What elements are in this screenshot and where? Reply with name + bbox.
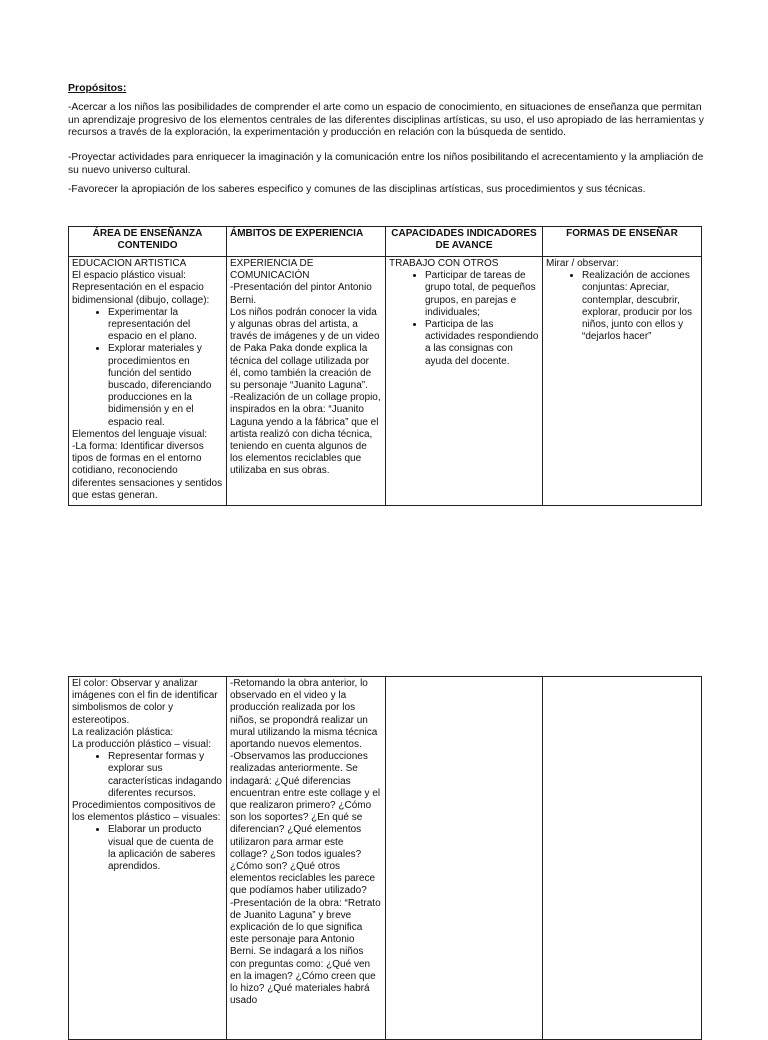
table-row: [69, 677, 702, 1040]
list-item: • Explorar materiales y procedimientos en función del sentido buscado, diferenciando producciones en la bidimensión y en el espacio real.: [108, 343, 223, 428]
cell-text: El color: Observar y analizar imágenes con el fin de identificar simbolismos de color y estereotipos. La realización plástica: La producción plástico – visual:: [72, 678, 218, 751]
bullet-list: [72, 307, 223, 429]
table-row: [69, 257, 702, 506]
cell-area-contenido: [69, 257, 227, 506]
purpose-paragraph-2: -Proyectar actividades para enriquecer la imaginación y la comunicación entre los niños posibilitando el acrecentamiento y la ampliación de su nuevo universo cultural.: [68, 152, 704, 176]
planning-table-continued: [68, 676, 702, 1040]
bullet-list: [72, 824, 223, 873]
bullet-list: [72, 751, 223, 800]
list-item: • Participa de las actividades respondiendo a las consignas con ayuda del docente.: [425, 319, 539, 368]
header-formas: FORMAS DE ENSEÑAR: [543, 227, 702, 257]
cell-ambitos: [227, 677, 386, 1040]
bullet-list: [389, 270, 539, 368]
table-header-row: [69, 227, 702, 257]
header-area-contenido: ÁREA DE ENSEÑANZA CONTENIDO: [69, 227, 227, 257]
cell-text: Mirar / observar:: [546, 258, 619, 269]
cell-text: Elementos del lenguaje visual: -La forma: Identificar diversos tipos de formas en el entorno cotidiano, reconociendo diferentes sensaciones y sentidos que estas generan.: [72, 428, 223, 501]
cell-text: EDUCACION ARTISTICA El espacio plástico visual: Representación en el espacio bidimensional (dibujo, collage):: [72, 258, 210, 306]
page-heading: Propósitos:: [68, 82, 127, 94]
list-item: • Elaborar un producto visual que de cuenta de la aplicación de saberes aprendidos.: [108, 824, 223, 873]
purpose-paragraph-1: -Acercar a los niños las posibilidades de comprender el arte como un espacio de conocimiento, en situaciones de enseñanza que permitan un aprendizaje progresivo de los elementos centrales de las diferentes disciplinas artísticas, su uso, el uso apropiado de las herramientas y recursos a través de la exploración, la experimentación y producción en relación con la búsqueda de sentido.: [68, 102, 704, 138]
header-capacidades: CAPACIDADES INDICADORES DE AVANCE: [386, 227, 543, 257]
bullet-list: [546, 270, 698, 343]
cell-capacidades-empty: [386, 677, 543, 1040]
cell-formas-empty: [543, 677, 702, 1040]
purpose-paragraph-3: -Favorecer la apropiación de los saberes especifico y comunes de las disciplinas artísticas, sus procedimientos y sus técnicas.: [68, 184, 646, 195]
planning-table: [68, 226, 702, 506]
cell-text: TRABAJO CON OTROS: [389, 258, 499, 269]
cell-ambitos: [227, 257, 386, 506]
cell-formas: [543, 257, 702, 506]
cell-area-contenido: [69, 677, 227, 1040]
cell-text: Procedimientos compositivos de los elementos plástico – visuales:: [72, 800, 221, 824]
list-item: • Participar de tareas de grupo total, de pequeños grupos, en parejas e individuales;: [425, 270, 539, 319]
list-item: • Representar formas y explorar sus características indagando diferentes recursos.: [108, 751, 223, 800]
cell-text: -Retomando la obra anterior, lo observado en el video y la producción realizada por los niños, se propondrá realizar un mural utilizando la misma técnica aportando nuevos elementos. -Observamos las producciones realizadas anteriormente. Se indagará: ¿Qué diferencias encuentran entre este collage y el que realizaron primero? ¿Cómo son los soportes? ¿En qué se diferencian? ¿Qué elementos utilizaron para armar este collage? ¿Son todos iguales? ¿Cómo son? ¿Qué otros elementos reciclables les parece que podíamos haber utilizado? -Presentación de la obra: “Retrato de Juanito Laguna” y breve explicación de lo que significa este personaje para Antonio Berni. Se indagará a los niños con preguntas como: ¿Qué ven en la imagen? ¿Cómo creen que lo hizo? ¿Qué materiales habrá usado: [230, 678, 381, 1007]
list-item: • Experimentar la representación del espacio en el plano.: [108, 307, 223, 344]
cell-text: EXPERIENCIA DE COMUNICACIÓN -Presentación del pintor Antonio Berni. Los niños podrán conocer la vida y algunas obras del artista, a través de imágenes y de un video de Paka Paka donde explica la técnica del collage utilizada por él, como también la creación de su personaje “Juanito Laguna”. -Realización de un collage propio, inspirados en la obra: “Juanito Laguna yendo a la fábrica” que el artista realizó con dicha técnica, teniendo en cuenta algunos de los elementos reciclables que utilizaba en sus obras.: [230, 258, 381, 477]
cell-capacidades: [386, 257, 543, 506]
header-ambitos: ÁMBITOS DE EXPERIENCIA: [227, 227, 386, 257]
list-item: • Realización de acciones conjuntas: Apreciar, contemplar, descubrir, explorar, producir por los niños, junto con ellos y “dejarlos hacer”: [582, 270, 698, 343]
